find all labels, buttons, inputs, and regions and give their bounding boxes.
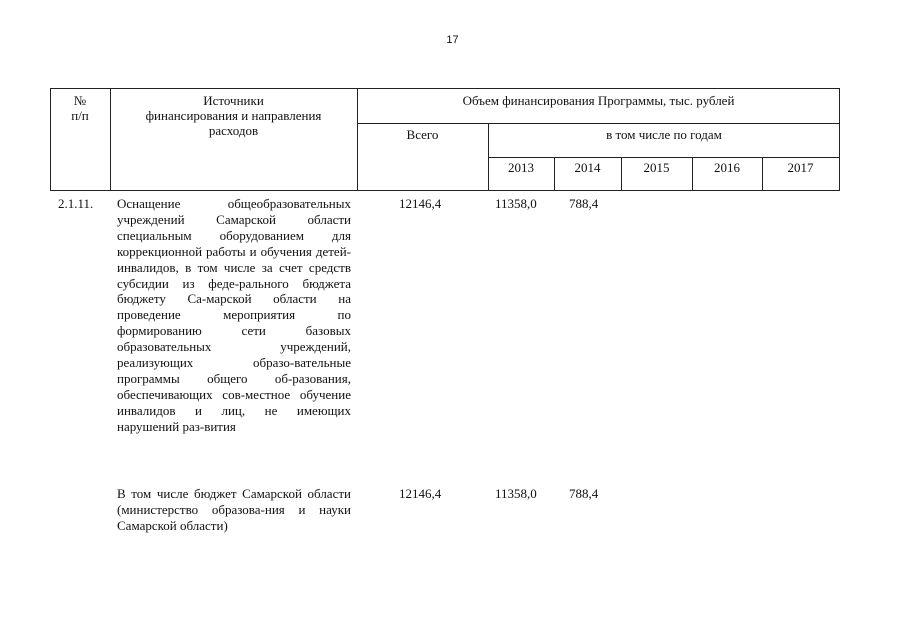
row-value-2014: 788,4	[569, 486, 599, 501]
header-year-2013: 2013	[508, 160, 534, 175]
row-number: 2.1.11.	[58, 196, 94, 211]
header-sources-line3: расходов	[208, 123, 259, 138]
header-year-2017: 2017	[787, 160, 814, 175]
header-num-line2: п/п	[71, 108, 89, 123]
header-funding-title: Объем финансирования Программы, тыс. рублей	[462, 93, 735, 108]
row-description: Оснащение общеобразовательных учреждений Самарской области специальным оборудованием для коррекционной работы и обучения детей-инвалидов, в том числе за счет средств субсидии из феде-рального бюджета бюджету Са-марской области на проведение мероприятия по формированию сети базовых образовательных учреждений, реализующих образо-вательные программы общего об-разования, обеспечивающих сов-местное обучение инвалидов и лиц, не имеющих нарушений раз-вития	[117, 196, 351, 434]
header-year-2015: 2015	[643, 160, 670, 175]
header-sources-line1: Источники	[203, 93, 264, 108]
header-total: Всего	[406, 127, 439, 142]
page-number: 17	[446, 34, 459, 46]
header-num-line1: №	[73, 93, 87, 108]
row-total: 12146,4	[399, 196, 442, 211]
row-value-2013: 11358,0	[495, 196, 537, 211]
header-years-divider	[488, 157, 840, 158]
row-description: В том числе бюджет Самарской области (министерство образова-ния и науки Самарской области)	[117, 486, 351, 533]
header-funding-divider	[357, 123, 840, 124]
header-by-years: в том числе по годам	[606, 127, 722, 142]
row-value-2013: 11358,0	[495, 486, 537, 501]
row-value-2014: 788,4	[569, 196, 599, 211]
header-bottom-border	[50, 190, 840, 191]
header-sources-line2: финансирования и направления	[145, 108, 322, 123]
header-top-border	[50, 88, 840, 89]
header-year-2014: 2014	[574, 160, 601, 175]
row-total: 12146,4	[399, 486, 442, 501]
header-year-2016: 2016	[714, 160, 740, 175]
